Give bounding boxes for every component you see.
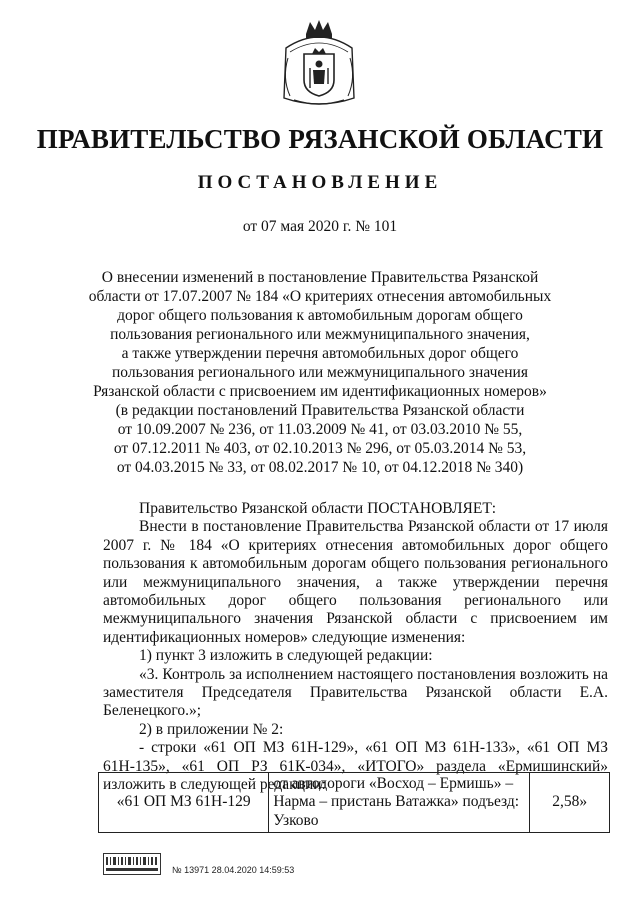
- document-date-number: от 07 мая 2020 г. № 101: [242, 218, 398, 235]
- registration-number: № 13971 28.04.2020 14:59:53: [172, 865, 295, 875]
- subject-line: О внесении изменений в постановление Правительства Рязанской: [101, 269, 539, 286]
- item-1-text: «3. Контроль за исполнением настоящего постановления возложить на заместителя Председателя Правительства Рязанской области Е.А. Беленецкого.»;: [103, 665, 608, 720]
- registry-stamp-icon: [103, 853, 161, 875]
- item-1-heading: 1) пункт 3 изложить в следующей редакции:: [139, 647, 433, 665]
- resolves-line: Правительство Рязанской области ПОСТАНОВЛЯЕТ:: [139, 500, 497, 517]
- resolution-body: [103, 500, 608, 795]
- subject-line: пользования регионального или межмуниципального значения,: [110, 326, 530, 343]
- subject-line: а также утверждении перечня автомобильных дорог общего: [121, 345, 519, 362]
- road-description-cell: от автодороги «Восход – Ермишь» – Нарма – пристань Ватажка» подъезд: Узково: [269, 773, 530, 833]
- coat-of-arms-icon: [280, 18, 358, 110]
- road-length-cell: 2,58»: [530, 773, 610, 833]
- road-id-cell: «61 ОП МЗ 61Н-129: [99, 773, 269, 833]
- subject-line: дорог общего пользования к автомобильным дорогам общего: [117, 307, 523, 324]
- amendment-table: [98, 772, 610, 833]
- subject-line: (в редакции постановлений Правительства Рязанской области: [115, 402, 525, 419]
- subject-line: Рязанской области с присвоением им идентификационных номеров»: [93, 383, 547, 400]
- subject-line: области от 17.07.2007 № 184 «О критериях отнесения автомобильных: [88, 288, 552, 305]
- subject-line: от 07.12.2011 № 403, от 02.10.2013 № 296, от 05.03.2014 № 53,: [113, 440, 527, 457]
- government-title: ПРАВИТЕЛЬСТВО РЯЗАНСКОЙ ОБЛАСТИ: [36, 124, 604, 154]
- subject-line: от 10.09.2007 № 236, от 11.03.2009 № 41, от 03.03.2010 № 55,: [117, 421, 523, 438]
- item-2-text: - строки «61 ОП МЗ 61Н-129», «61 ОП МЗ 61Н-133», «61 ОП МЗ 61Н-135», «61 ОП РЗ 61К-034», «ИТОГО» раздела «Ермишинский» изложить в следующей редакции:: [103, 739, 608, 794]
- document-type: ПОСТАНОВЛЕНИЕ: [197, 172, 443, 193]
- subject-line: от 04.03.2015 № 33, от 08.02.2017 № 10, от 04.12.2018 № 340): [116, 459, 524, 476]
- subject-line: пользования регионального или межмуниципального значения: [112, 364, 528, 381]
- intro-paragraph: Внести в постановление Правительства Рязанской области от 17 июля 2007 г. № 184 «О критериях отнесения автомобильных дорог общего пользования к автомобильным дорогам общего пользования регионального или межмуниципального значения, а также утверждении перечня автомобильных дорог общего пользования регионального или межмуниципального значения Рязанской области с присвоением им идентификационных номеров» следующие изменения:: [103, 518, 608, 646]
- item-2-heading: 2) в приложении № 2:: [139, 720, 284, 738]
- table-row: [99, 773, 610, 833]
- resolution-subject: [80, 268, 560, 477]
